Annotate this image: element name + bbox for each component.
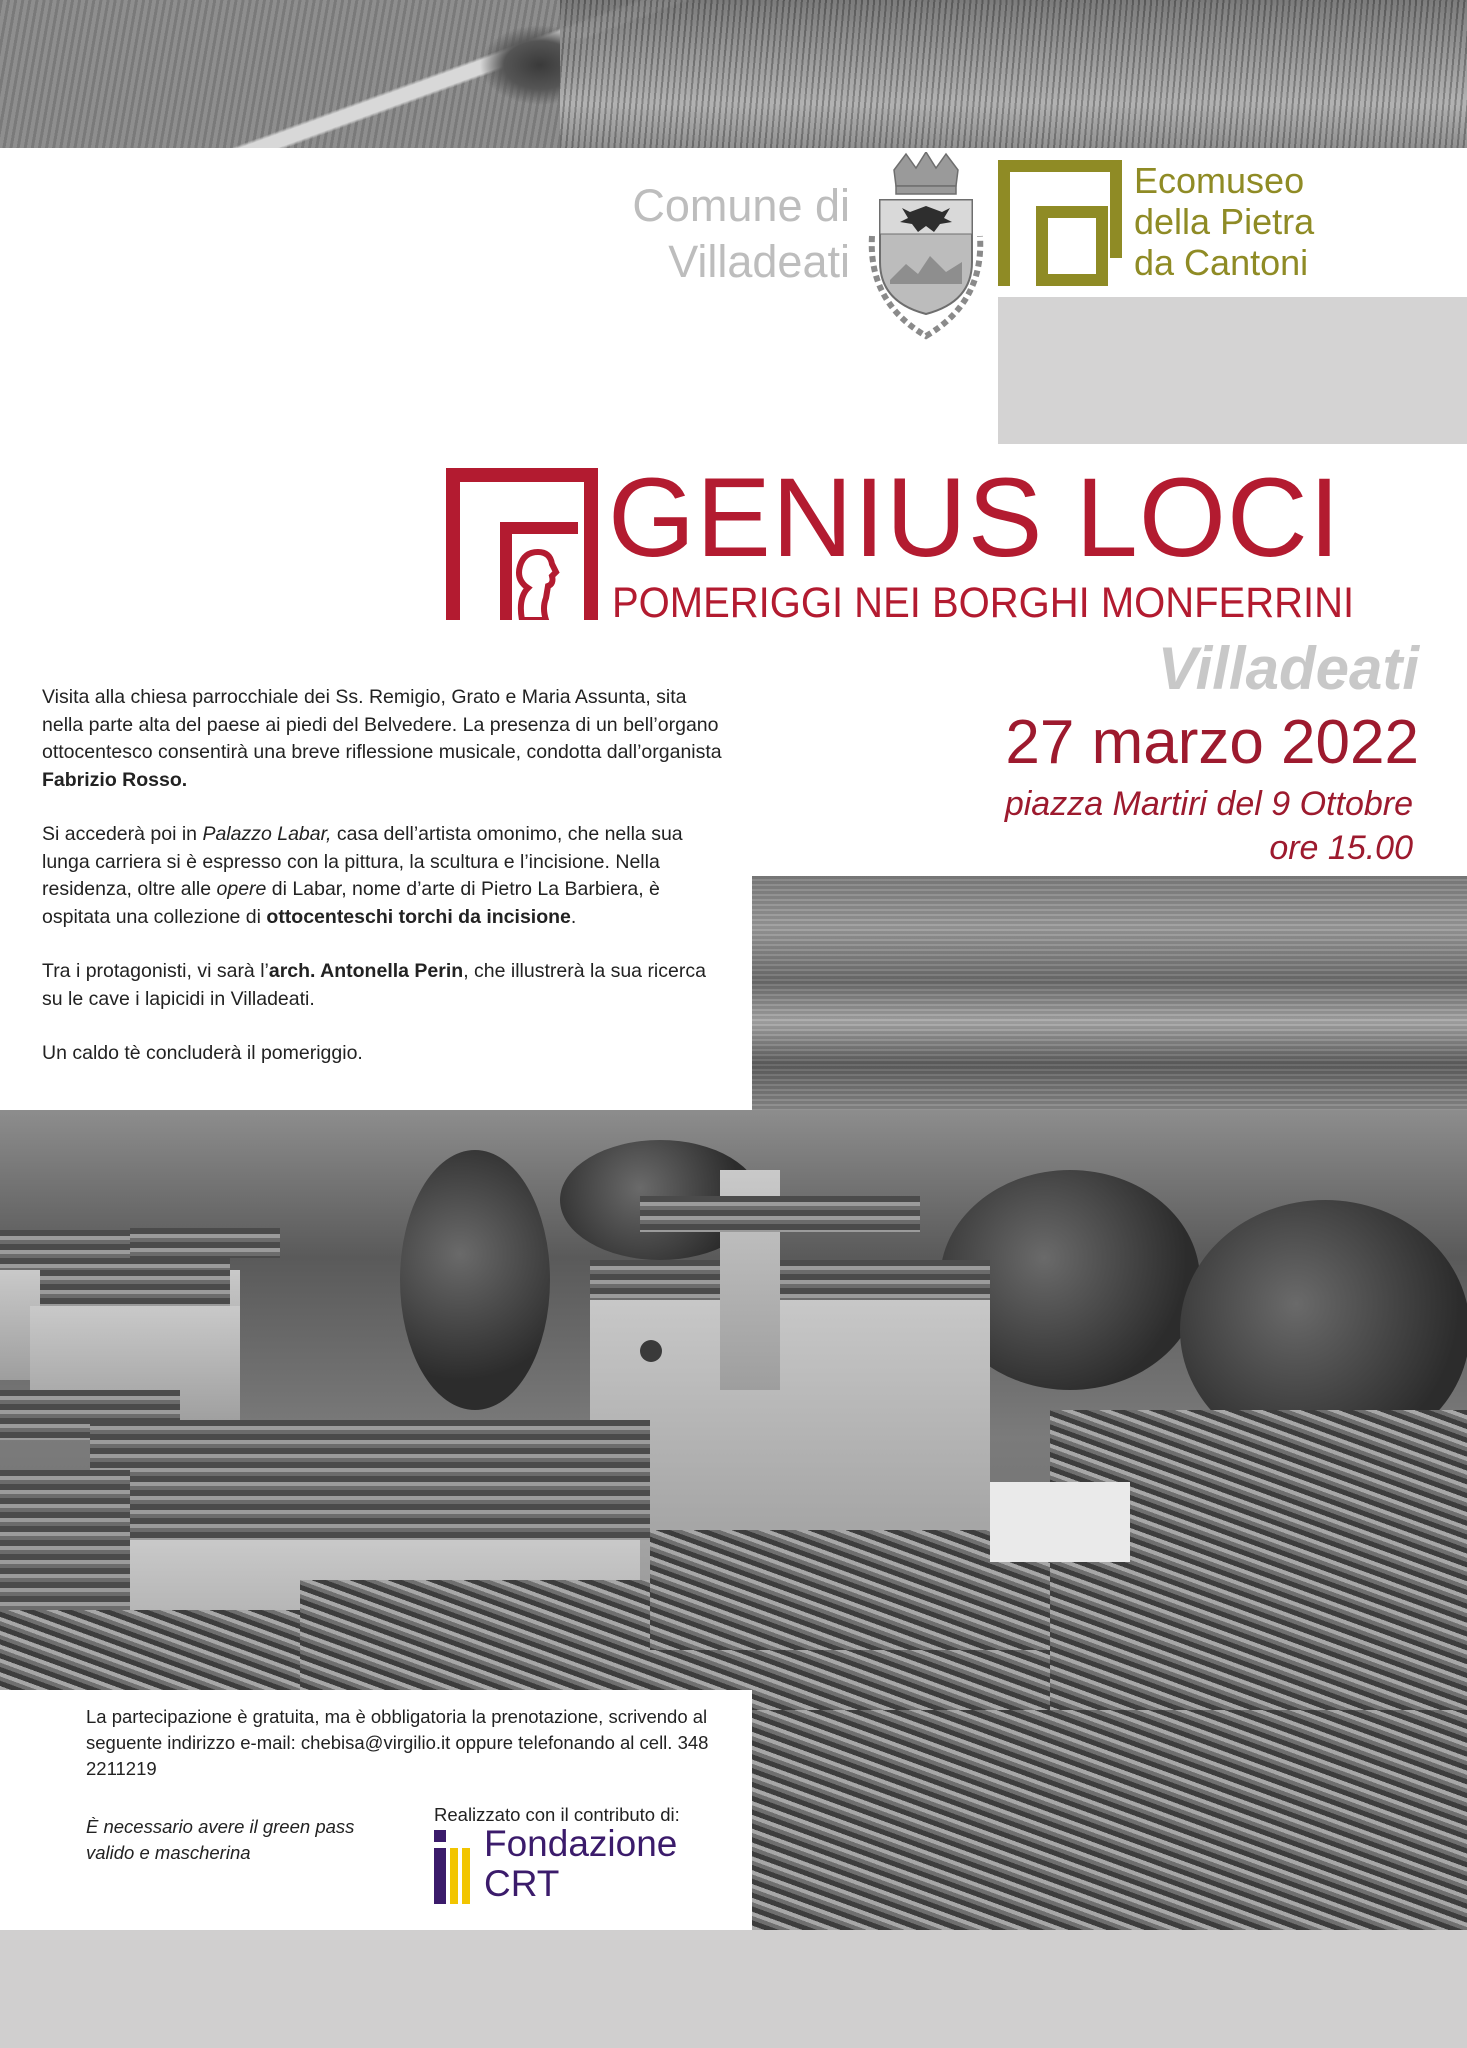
sponsor-name [484,1824,677,1904]
valley-photo [752,876,1467,1111]
event-description [42,684,722,1095]
bottom-bar [0,1930,1467,2048]
fondazione-crt-logo-icon [434,1830,474,1904]
sponsor-line-1: Fondazione [484,1823,678,1864]
comune-line-2: Villadeati [668,236,850,287]
top-landscape-photo [0,0,1467,148]
event-title: GENIUS LOCI [608,455,1341,580]
gray-block [998,297,1467,444]
event-address: piazza Martiri del 9 Ottobre [1004,785,1413,823]
paragraph-protagonists: Tra i protagonisti, vi sarà l’arch. Antonella Perin, che illustrerà la sua ricerca su le cave i lapicidi in Villadeati. [42,960,706,1010]
ecomuseo-name [1134,160,1434,283]
paragraph-closing: Un caldo tè concluderà il pomeriggio. [42,1042,363,1064]
architect-name: arch. Antonella Perin [268,960,464,982]
coat-of-arms-icon [866,152,986,342]
genius-loci-logo-icon [446,468,598,620]
paragraph-church: Visita alla chiesa parrocchiale dei Ss. Remigio, Grato e Maria Assunta, sita nella parte alta del paese ai piedi del Belvedere. La presenza di un bell’organo ottocentesco consentirà una breve riflessione musicale, condotta dall’organista Fabrizio Rosso. [42,686,722,791]
event-date: 27 marzo 2022 [1005,708,1419,777]
comune-line-1: Comune di [632,180,850,231]
ecomuseo-line-3: da Cantoni [1134,242,1309,283]
event-subtitle: POMERIGGI NEI BORGHI MONFERRINI [612,579,1355,627]
ecomuseo-line-1: Ecomuseo [1134,160,1305,201]
booking-info: La partecipazione è gratuita, ma è obbligatoria la prenotazione, scrivendo al seguente indirizzo e-mail: chebisa@virgilio.it oppure telefonando al cell. 348 2211219 [86,1706,709,1779]
event-time: ore 15.00 [1269,829,1413,867]
comune-title [560,178,850,290]
green-pass-note: È necessario avere il green pass valido e mascherina [86,1816,355,1863]
sponsor-caption: Realizzato con il contributo di: [434,1804,680,1825]
organist-name: Fabrizio Rosso. [42,768,188,791]
event-place: Villadeati [1157,635,1419,702]
sponsor-line-2: CRT [484,1863,560,1904]
ecomuseo-logo-icon [998,160,1122,286]
ecomuseo-line-2: della Pietra [1134,201,1315,242]
paragraph-palazzo: Si accederà poi in Palazzo Labar, casa dell’artista omonimo, che nella sua lunga carriera si è espresso con la pittura, la scultura e l’incisione. Nella residenza, oltre alle opere di Labar, nome d’arte di Pietro La Barbiera, è ospitata una collezione di ottocenteschi torchi da incisione. [42,823,683,928]
